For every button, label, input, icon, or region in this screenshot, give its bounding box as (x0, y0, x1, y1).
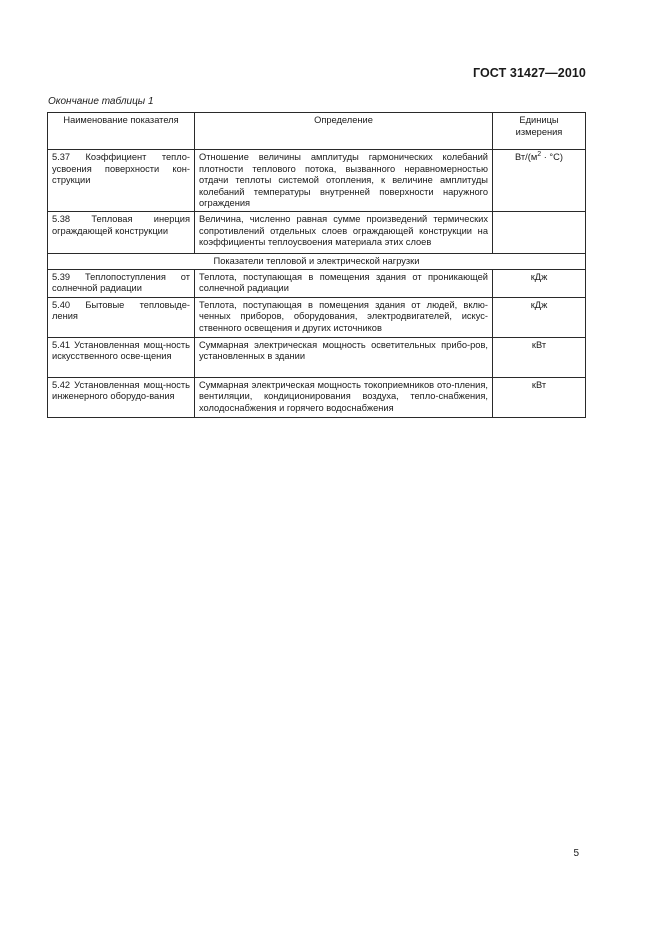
term-name: 5.42 Установленная мощ-ность инженерного оборудо-вания (48, 377, 195, 417)
term-name: 5.39 Теплопоступления от солнечной радиации (48, 269, 195, 297)
table-row (48, 211, 586, 253)
unit-text-tail: · °С) (541, 152, 563, 162)
table-row (48, 337, 586, 377)
term-definition: Суммарная электрическая мощность токоприемников ото-пления, вентиляции, кондиционирования воздуха, тепло-снабжения, холодоснабжения и горячего водоснабжения (195, 377, 493, 417)
table-header-row (48, 113, 586, 150)
page-number: 5 (573, 848, 579, 859)
column-header-name: Наименование показателя (48, 113, 195, 150)
table-caption: Окончание таблицы 1 (48, 96, 154, 107)
term-name: 5.41 Установленная мощ-ность искусственного осве-щения (48, 337, 195, 377)
term-unit: кДж (493, 269, 586, 297)
term-definition: Отношение величины амплитуды гармонических колебаний плотности теплового потока, вызванного неравномерностью отдачи теплоты системой отопления, к величине амплитуды колебаний температуры внутренней поверхности наружного ограждения (195, 150, 493, 212)
column-header-unit: Единицы измерения (493, 113, 586, 150)
table-row (48, 297, 586, 337)
column-header-definition: Определение (195, 113, 493, 150)
term-definition: Суммарная электрическая мощность осветительных прибо-ров, установленных в здании (195, 337, 493, 377)
term-unit (493, 211, 586, 253)
unit-text: Вт/(м (515, 152, 538, 162)
table-row (48, 269, 586, 297)
term-unit (493, 150, 586, 212)
term-name: 5.37 Коэффициент тепло-усвоения поверхности кон-струкции (48, 150, 195, 212)
term-definition: Теплота, поступающая в помещения здания от людей, вклю-ченных приборов, оборудования, электродвигателей, искус-ственного освещения и других источников (195, 297, 493, 337)
term-unit: кВт (493, 337, 586, 377)
term-unit: кДж (493, 297, 586, 337)
term-definition: Теплота, поступающая в помещения здания от проникающей солнечной радиации (195, 269, 493, 297)
table-row (48, 377, 586, 417)
term-unit: кВт (493, 377, 586, 417)
section-title: Показатели тепловой и электрической нагрузки (48, 253, 586, 269)
term-definition: Величина, численно равная сумме произведений термических сопротивлений отдельных слоев ограждающей конструкции на коэффициенты теплоусвоения материала этих слоев (195, 211, 493, 253)
table-row (48, 150, 586, 212)
terms-table (47, 112, 586, 418)
document-header: ГОСТ 31427—2010 (472, 66, 586, 80)
term-name: 5.40 Бытовые тепловыде-ления (48, 297, 195, 337)
term-name: 5.38 Тепловая инерция ограждающей конструкции (48, 211, 195, 253)
unit-superscript: 2 (537, 151, 542, 158)
section-row (48, 253, 586, 269)
